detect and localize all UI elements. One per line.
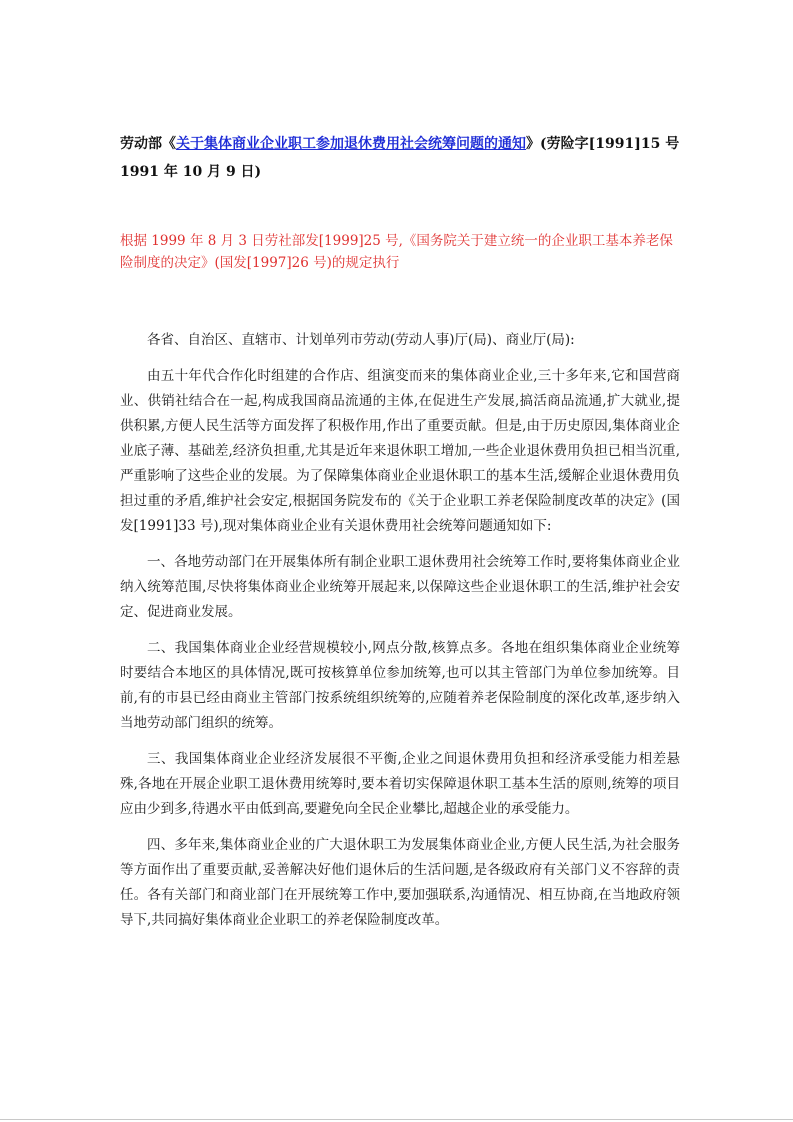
document-body: [120, 328, 680, 944]
title-line-1: [120, 130, 680, 158]
title-suffix: 》(劳险字[1991]15 号: [526, 136, 680, 152]
body-paragraph: 三、我国集体商业企业经济发展很不平衡,企业之间退休费用负担和经济承受能力相差悬殊,各地在开展企业职工退休费用统筹时,要本着切实保障退休职工基本生活的原则,统筹的项目应由少到多,待遇水平由低到高,要避免向全民企业攀比,超越企业的承受能力。: [120, 751, 680, 817]
title-prefix: 劳动部《: [120, 136, 176, 152]
title-link[interactable]: 关于集体商业企业职工参加退休费用社会统筹问题的通知: [176, 136, 526, 152]
title-date-line: 1991 年 10 月 9 日): [120, 164, 262, 180]
body-paragraph: 四、多年来,集体商业企业的广大退休职工为发展集体商业企业,方便人民生活,为社会服务等方面作出了重要贡献,妥善解决好他们退休后的生活问题,是各级政府有关部门义不容辞的责任。各有关部门和商业部门在开展统筹工作中,要加强联系,沟通情况、相互协商,在当地政府领导下,共同搞好集体商业企业职工的养老保险制度改革。: [120, 837, 680, 928]
salutation: 各省、自治区、直辖市、计划单列市劳动(劳动人事)厅(局)、商业厅(局):: [147, 332, 575, 348]
body-paragraph: 二、我国集体商业企业经营规模较小,网点分散,核算点多。各地在组织集体商业企业统筹时要结合本地区的具体情况,既可按核算单位参加统筹,也可以其主管部门为单位参加统筹。目前,有的市县已经由商业主管部门按系统组织统筹的,应随着养老保险制度的深化改革,逐步纳入当地劳动部门组织的统筹。: [120, 640, 680, 731]
body-paragraph: 由五十年代合作化时组建的合作店、组演变而来的集体商业企业,三十多年来,它和国营商业、供销社结合在一起,构成我国商品流通的主体,在促进生产发展,搞活商品流通,扩大就业,提供积累,方便人民生活等方面发挥了积极作用,作出了重要贡献。但是,由于历史原因,集体商业企业底子薄、基础差,经济负担重,尤其是近年来退休职工增加,一些企业退休费用负担已相当沉重,严重影响了这些企业的发展。为了保障集体商业企业退休职工的基本生活,缓解企业退休费用负担过重的矛盾,维护社会安定,根据国务院发布的《关于企业职工养老保险制度改革的决定》(国发[1991]33 号),现对集体商业企业有关退休费用社会统筹问题通知如下:: [120, 368, 680, 534]
body-paragraph: 一、各地劳动部门在开展集体所有制企业职工退休费用社会统筹工作时,要将集体商业企业纳入统筹范围,尽快将集体商业企业统筹开展起来,以保障这些企业退休职工的生活,维护社会安定、促进商业发展。: [120, 554, 680, 620]
page-bottom-divider: [0, 1119, 793, 1120]
revision-notice: 根据 1999 年 8 月 3 日劳社部发[1999]25 号,《国务院关于建立统一的企业职工基本养老保险制度的决定》(国发[1997]26 号)的规定执行: [120, 233, 673, 271]
document-title: [120, 130, 680, 186]
